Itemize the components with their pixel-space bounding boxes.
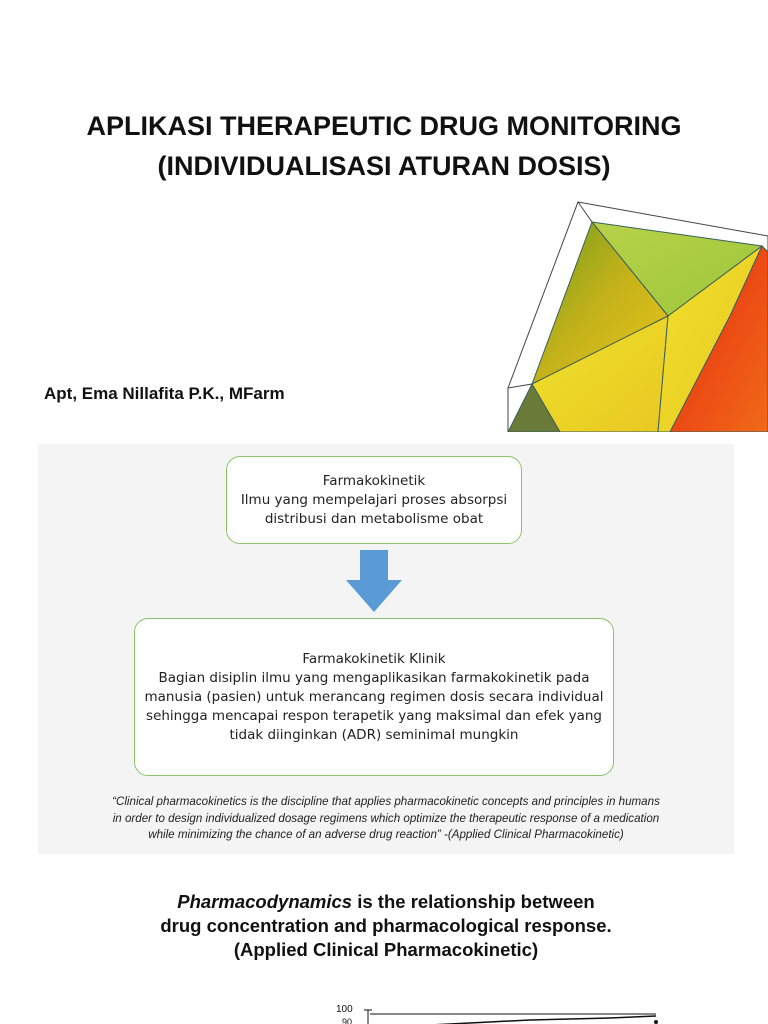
quote-line-2: in order to design individualized dosage regimens which optimize the therapeutic response of a medication [112, 811, 660, 825]
title-slide [0, 0, 768, 432]
pharmacokinetics-slide [38, 444, 734, 854]
polyhedron-graphic [500, 196, 768, 432]
pd-line-1 [0, 890, 768, 914]
slide-title [0, 106, 768, 186]
box1-line-1: Ilmu yang mempelajari proses absorpsi [240, 491, 508, 508]
box2-line-1: Bagian disiplin ilmu yang mengaplikasikan farmakokinetik pada [158, 669, 590, 686]
pd-line-3: (Applied Clinical Pharmacokinetic) [233, 939, 539, 960]
clinical-pharmacokinetics-box [134, 618, 614, 776]
response-plot-fragment [330, 1000, 670, 1024]
title-line-2: (INDIVIDUALISASI ATURAN DOSIS) [157, 151, 611, 181]
quote-line-1: “Clinical pharmacokinetics is the discipline that applies pharmacokinetic concepts and principles in humans [112, 795, 660, 808]
pd-line-1-rest: is the relationship between [352, 891, 595, 912]
box2-heading: Farmakokinetik Klinik [302, 650, 446, 667]
pharmacodynamics-slide [0, 862, 768, 1024]
box2-line-4: tidak diinginkan (ADR) seminimal mungkin [229, 726, 519, 743]
quote-line-3: while minimizing the chance of an adverse drug reaction” -(Applied Clinical Pharmacokinetic) [148, 828, 624, 841]
box1-heading: Farmakokinetik [322, 472, 426, 489]
author-name: Apt, Ema Nillafita P.K., MFarm [44, 384, 285, 403]
down-arrow-icon [346, 550, 402, 612]
y-tick-100: 100 [336, 1004, 353, 1015]
y-tick-90: 90 [342, 1017, 353, 1024]
pharmacodynamics-definition [0, 890, 768, 962]
pd-line-2: drug concentration and pharmacological response. [160, 915, 612, 936]
definition-quote [38, 794, 734, 844]
box1-line-2: distribusi dan metabolisme obat [264, 510, 484, 527]
box2-line-2: manusia (pasien) untuk merancang regimen dosis secara individual [144, 688, 604, 705]
pharmacokinetics-box [226, 456, 522, 544]
box2-line-3: sehingga mencapai respon terapetik yang maksimal dan efek yang [146, 707, 602, 724]
pd-term: Pharmacodynamics [177, 891, 353, 912]
title-line-1: APLIKASI THERAPEUTIC DRUG MONITORING [86, 111, 682, 141]
